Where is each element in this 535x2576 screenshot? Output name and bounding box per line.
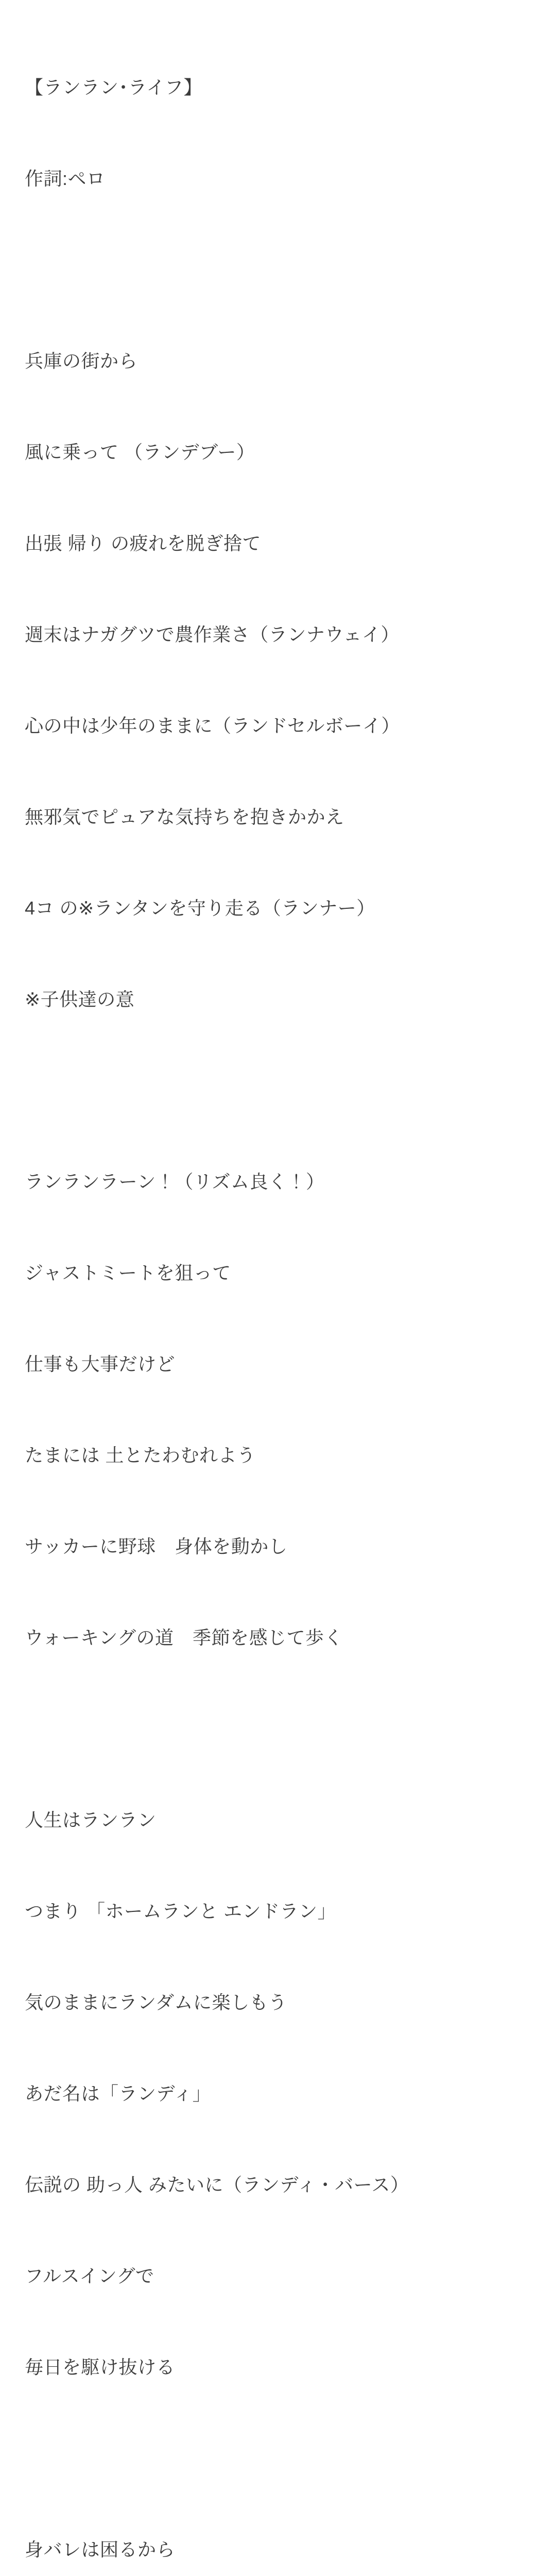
lyrics-line: ランランラーン！（リズム良く！） <box>25 1171 325 1192</box>
lyrics-line: 週末はナガグツで農作業さ（ランナウェイ） <box>25 624 400 645</box>
lyrics-text-block <box>25 11 514 2576</box>
lyrics-line: 無邪気でピュアな気持ちを抱きかかえ <box>25 806 344 827</box>
lyrics-line: 伝説の 助っ人 みたいに（ランディ・バース） <box>25 2174 409 2195</box>
lyrics-line: 風に乗って （ランデブー） <box>25 442 255 463</box>
lyrics-line: 出張 帰り の疲れを脱ぎ捨て <box>25 533 262 554</box>
lyrics-line: 兵庫の街から <box>25 350 138 371</box>
lyrics-line: サッカーに野球 身体を動かし <box>25 1536 288 1557</box>
lyrics-line: 【ランラン･ライフ】 <box>25 77 202 98</box>
lyrics-line: たまには 土とたわむれよう <box>25 1445 256 1466</box>
lyrics-line-blank <box>25 1714 514 1744</box>
lyrics-line-blank <box>25 255 514 285</box>
lyrics-line: フルスイングで <box>25 2265 154 2286</box>
lyrics-line: 作詞:ペロ <box>25 168 106 189</box>
lyrics-line: 人生はランラン <box>25 1809 157 1831</box>
lyrics-line: 仕事も大事だけど <box>25 1353 176 1375</box>
lyrics-line-note: ※子供達の意 <box>25 989 135 1010</box>
lyrics-line: ウォーキングの道 季節を感じて歩く <box>25 1627 343 1648</box>
lyrics-line: 4コ の※ランタンを守り走る（ランナー） <box>25 897 375 919</box>
lyrics-line: あだ名は「ランディ」 <box>25 2083 212 2104</box>
lyrics-line: つまり 「ホームランと エンドラン」 <box>25 1901 337 1922</box>
lyrics-line: 心の中は少年のままに（ランドセルボーイ） <box>25 715 400 736</box>
lyrics-line: 身バレは困るから <box>25 2539 176 2560</box>
lyrics-line-blank <box>25 2443 514 2473</box>
lyrics-line: 気のままにランダムに楽しもう <box>25 1992 287 2013</box>
lyrics-line-blank <box>25 1075 514 1106</box>
lyrics-line: 毎日を駆け抜ける <box>25 2357 176 2378</box>
lyrics-line: ジャストミートを狙って <box>25 1262 231 1283</box>
